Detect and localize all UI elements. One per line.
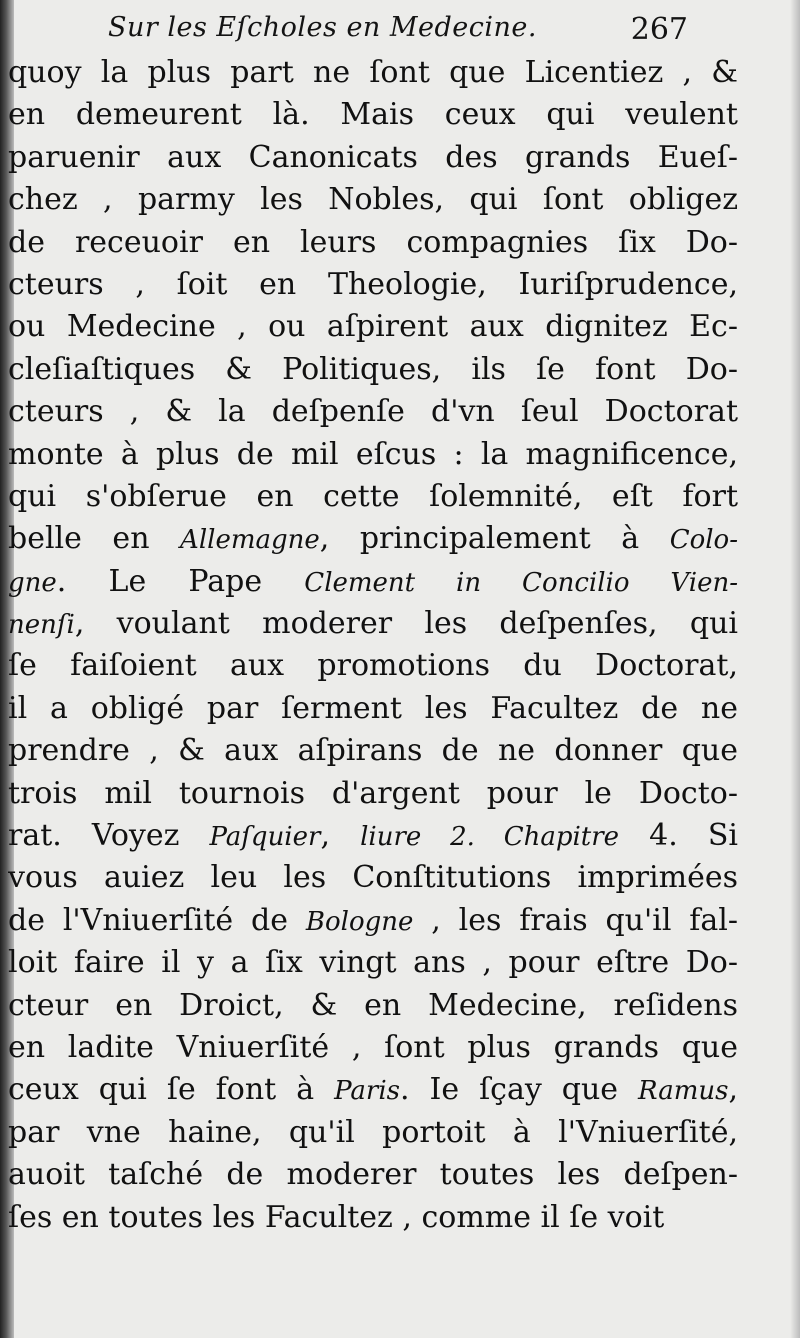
text-segment: en ladite Vniuerſité , ſont plus grands que	[8, 1029, 738, 1065]
italic-text: liure 2. Chapitre	[360, 822, 620, 853]
text-segment: trois mil tournois d'argent pour le Docto-	[8, 775, 738, 811]
text-line	[8, 518, 738, 560]
text-segment: quoy la plus part ne ſont que Licentiez , &	[8, 55, 738, 90]
text-segment: par vne haine, qu'il portoit à l'Vniuerſité,	[8, 1114, 738, 1150]
text-segment: ſes en toutes les Facultez , comme il ſe voit	[8, 1199, 665, 1235]
text-segment: de receuoir en leurs compagnies ſix Do-	[8, 224, 738, 260]
text-segment: cteur en Droict, & en Medecine, reſidens	[8, 987, 738, 1023]
text-segment: ,	[728, 1072, 738, 1108]
italic-text: nenſi	[8, 610, 75, 641]
text-line	[8, 985, 738, 1027]
text-line	[8, 179, 738, 221]
text-line	[8, 603, 738, 645]
text-segment: cteurs , & la deſpenſe d'vn ſeul Doctorat	[8, 394, 738, 430]
text-line	[8, 52, 738, 94]
text-line	[8, 1197, 738, 1239]
body-text	[8, 52, 738, 1239]
text-segment: cteurs , ſoit en Theologie, Iuriſprudence,	[8, 266, 738, 302]
text-segment: de l'Vniuerſité de	[8, 902, 306, 938]
italic-text: Allemagne	[180, 525, 320, 556]
text-segment: loit faire il y a ſix vingt ans , pour eſtre Do-	[8, 945, 738, 981]
text-line	[8, 900, 738, 942]
text-segment: , principalement à	[319, 521, 670, 557]
text-line	[8, 391, 738, 433]
text-line	[8, 730, 738, 772]
text-segment: chez , parmy les Nobles, qui ſont obligez	[8, 182, 738, 218]
running-title: Sur les Eſcholes en Medecine.	[108, 12, 537, 43]
text-line	[8, 476, 738, 518]
italic-text: Paſquier	[209, 822, 321, 853]
text-segment: qui s'obſerue en cette ſolemnité, eſt fort	[8, 478, 738, 514]
text-segment: prendre , & aux aſpirans de ne donner que	[8, 733, 738, 769]
text-segment: monte à plus de mil eſcus : la magnificence,	[8, 436, 738, 472]
italic-text: Paris	[334, 1076, 400, 1107]
text-line	[8, 137, 738, 179]
text-segment: ou Medecine , ou aſpirent aux dignitez Ec-	[8, 309, 738, 345]
text-segment: ceux qui ſe font à	[8, 1072, 335, 1108]
text-line	[8, 561, 738, 603]
text-line	[8, 1112, 738, 1154]
text-segment: auoit taſché de moderer toutes les deſpen-	[8, 1157, 738, 1193]
text-line	[8, 306, 738, 348]
text-line	[8, 222, 738, 264]
text-line	[8, 857, 738, 899]
text-line	[8, 94, 738, 136]
text-line	[8, 264, 738, 306]
text-line	[8, 942, 738, 984]
text-segment: il a obligé par ſerment les Facultez de ne	[8, 690, 738, 726]
text-segment: . Ie ſçay que	[399, 1072, 639, 1108]
page-header	[108, 8, 688, 50]
text-segment: vous auiez leu les Conſtitutions imprimées	[8, 860, 738, 896]
page-number: 267	[630, 12, 688, 47]
text-segment: en demeurent là. Mais ceux qui veulent	[8, 97, 738, 133]
text-segment: , voulant moderer les deſpenſes, qui	[74, 606, 738, 642]
text-segment: ,	[320, 818, 361, 854]
text-segment: 4. Si	[619, 818, 738, 854]
text-line	[8, 815, 738, 857]
text-segment: paruenir aux Canonicats des grands Eueſ-	[8, 139, 738, 175]
text-segment: belle en	[8, 521, 181, 557]
text-line	[8, 434, 738, 476]
text-line	[8, 773, 738, 815]
italic-text: Bologne	[305, 906, 414, 937]
text-segment: , les frais qu'il fal-	[413, 902, 738, 938]
text-segment: . Le Pape	[56, 563, 305, 599]
text-segment: cleſiaſtiques & Politiques, ils ſe font Do-	[8, 351, 738, 387]
italic-text: Ramus	[638, 1076, 729, 1107]
page-edge-shadow	[790, 0, 800, 1338]
text-line	[8, 1069, 738, 1111]
text-line	[8, 1027, 738, 1069]
text-line	[8, 349, 738, 391]
text-line	[8, 1154, 738, 1196]
text-line	[8, 645, 738, 687]
text-segment: ſe faiſoient aux promotions du Doctorat,	[8, 648, 738, 684]
text-line	[8, 688, 738, 730]
text-segment: rat. Voyez	[8, 818, 210, 854]
italic-text: Clement in Concilio Vien-	[304, 567, 738, 598]
italic-text: Colo-	[669, 525, 738, 556]
italic-text: gne	[8, 567, 57, 598]
